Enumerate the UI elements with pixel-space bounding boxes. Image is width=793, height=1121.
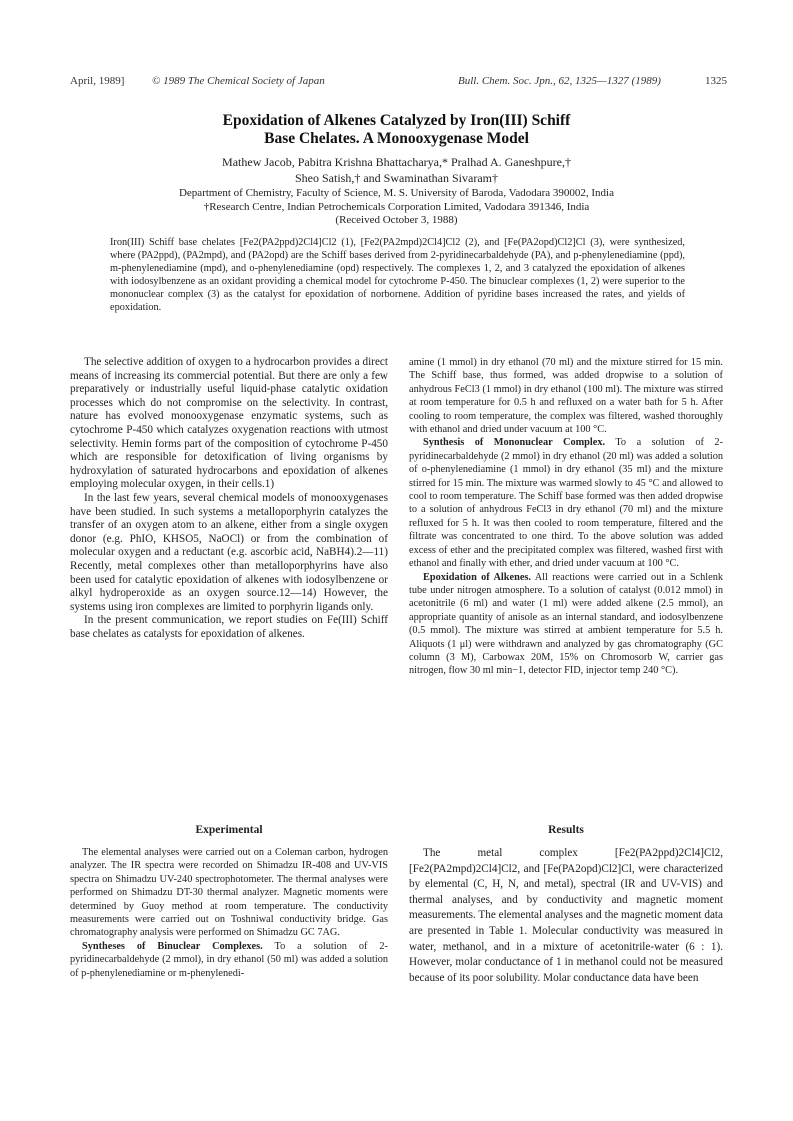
authors-line-1: Mathew Jacob, Pabitra Krishna Bhattacharya,* Pralhad A. Ganeshpure,†	[222, 155, 571, 169]
subheading-mononuclear: Synthesis of Mononuclear Complex.	[423, 437, 606, 449]
header-journal: Bull. Chem. Soc. Jpn., 62, 1325—1327 (1989)	[458, 75, 661, 87]
header-page-number: 1325	[705, 75, 727, 87]
received-date: (Received October 3, 1988)	[335, 214, 458, 226]
intro-paragraph: The selective addition of oxygen to a hydrocarbon provides a direct means of increasing its commercial potential. But there are only a few preparatively or industrially useful liquid-phase catalytic oxidation processes which do not compromise on the selectivity. In contrast, nature has evolved monooxygenase enzymatic systems, such as cytochrome P-450 which catalyzes oxygenation reactions with utmost selectivity. Hemin forms part of the composition of cytochrome P-450 which are responsible for detoxification of living organisms by hydroxylation of saturated hydrocarbons and epoxidation of alkenes employing molecular oxygen, in their cells.1)	[70, 356, 388, 491]
experimental-heading: Experimental	[195, 824, 263, 836]
paper-title	[70, 112, 723, 148]
subheading-epoxidation: Epoxidation of Alkenes.	[423, 571, 531, 583]
authors-line-2: Sheo Satish,† and Swaminathan Sivaram†	[295, 171, 498, 185]
header-copyright: © 1989 The Chemical Society of Japan	[152, 75, 325, 87]
results-heading-box	[409, 824, 723, 836]
results-paragraph: The metal complex [Fe2(PA2ppd)2Cl4]Cl2, [Fe2(PA2mpd)2Cl4]Cl2, and [Fe(PA2opd)Cl2]Cl, were characterized by elemental (C, H, N, and metal), spectral (IR and UV-VIS) and thermal analyses, and by conductivity and magnetic moment measurements. The elemental analyses and the magnetic moment data are presented in Table 1. Molecular conductivity was measured in water, methanol, and in a mixture of acetonitrile-water (6 : 1). However, molar conductance of 1 in methanol could not be measured because of its poor solubility. Molar conductance data have been	[409, 847, 723, 984]
authors	[70, 154, 723, 186]
experimental-heading-box	[70, 824, 388, 836]
affiliation-line-1: Department of Chemistry, Faculty of Science, M. S. University of Baroda, Vadodara 390002, India	[178, 187, 614, 199]
intro-paragraph: In the last few years, several chemical models of monooxygenases have been studied. In such systems a metalloporphyrin catalyzes the transfer of an oxygen atom to an alkene, either from a single oxygen donor (e.g. PhIO, KHSO5, NaOCl) or from the combination of molecular oxygen and a reductant (e.g. ascorbic acid, NaBH4).2—11) Recently, metal complexes other than metalloporphyrins have also been used for catalytic epoxidation of alkenes with iodosylbenzene or alkyl hydroperoxide as an oxygen source.12—14) However, the systems using iron complexes are limited to porphyrin ligands only.	[70, 491, 388, 613]
abstract: Iron(III) Schiff base chelates [Fe2(PA2ppd)2Cl4]Cl2 (1), [Fe2(PA2mpd)2Cl4]Cl2 (2), and [Fe(PA2opd)Cl2]Cl (3), were synthesized, where (PA2ppd), (PA2mpd), and (PA2opd) are the Schiff bases derived from 2-pyridinecarbaldehyde (PA), and p-phenylenediamine (ppd), m-phenylenediamine (mpd), and o-phenylenediamine (opd) respectively. The complexes 1, 2, and 3 catalyzed the epoxidation of alkenes with iodosylbenzene as an oxidant providing a chemical model for cytochrome P-450. The binuclear complexes (1, 2) were superior to the mononuclear complex (3) as the catalyst for epoxidation of norbornene. Addition of pyridine bases increased the rates, and yields of epoxidation.	[110, 237, 685, 313]
methods-paragraph: amine (1 mmol) in dry ethanol (70 ml) and the mixture stirred for 15 min. The Schiff base, thus formed, was added dropwise to a solution of anhydrous FeCl3 (1 mmol) in dry ethanol (100 ml). The mixture was stirred at room temperature for 0.5 h and refluxed on a water bath for 5 h. After cooling to room temperature, the complex was filtered, washed thoroughly with ethanol and dried under vacuum at 100 °C.	[409, 357, 723, 436]
methods-paragraph: Synthesis of Mononuclear Complex. To a solution of 2-pyridinecarbaldehyde (2 mmol) in dry ethanol (20 ml) was added a solution of o-phenylenediamine (1 mmol) in dry ethanol (35 ml) and the mixture stirred for 15 min. The mixture was warmed slowly to 45 °C and allowed to cool to room temperature. The Schiff base formed was then added dropwise to a solution of anhydrous FeCl3 in dry ethanol (70 ml) and the mixture refluxed for 5 h. It was then cooled to room temperature, filtered and the filtrate was concentrated to one third. To the above solution was added excess of ether and the precipitated complex was filtered, washed first with ethanol and finally with ether, and dried under vacuum at 100 °C.	[409, 437, 723, 570]
intro-paragraph: In the present communication, we report studies on Fe(III) Schiff base chelates as catalysts for epoxidation of alkenes.	[70, 614, 388, 640]
intro-column	[70, 356, 388, 641]
methods-column	[409, 356, 723, 678]
results-heading: Results	[548, 824, 584, 836]
methods-paragraph: Epoxidation of Alkenes. All reactions were carried out in a Schlenk tube under nitrogen atmosphere. To a solution of catalyst (0.012 mmol) in acetonitrile (6 ml) and water (1 ml) were added alkene (2.5 mmol), an appropriate quantity of anisole as an internal standard, and iodosylbenzene (0.5 mmol). The mixture was stirred at ambient temperature for 5.5 h. Aliquots (1 μl) were withdrawn and analyzed by gas chromatography (GC column (3 M), Carbowax 20M, 15% on Chromosorb W, carrier gas nitrogen, flow 30 ml min−1, detector FID, injector temp 240 °C).	[409, 571, 723, 677]
results-section	[409, 846, 723, 986]
subheading-binuclear: Syntheses of Binuclear Complexes.	[82, 940, 263, 952]
affiliations	[70, 187, 723, 228]
experimental-section	[70, 846, 388, 980]
experimental-paragraph: The elemental analyses were carried out on a Coleman carbon, hydrogen analyzer. The IR spectra were recorded on Shimadzu IR-408 and UV-VIS spectra on Shimadzu UV-240 spectrophotometer. The thermal analyses were performed on Shimadzu DT-30 thermal analyzer. Magnetic moments were determined by Guoy method at room temperature. The conductivity measurements were carried out on Toshniwal conductivity bridge. Gas chromatography analysis were performed on Shimadzu GC 7AG.	[70, 847, 388, 939]
header-date: April, 1989]	[70, 75, 125, 87]
experimental-paragraph: Syntheses of Binuclear Complexes. To a solution of 2-pyridinecarbaldehyde (2 mmol), in dry ethanol (50 ml) was added a solution of p-phenylenediamine or m-phenylenedi-	[70, 940, 388, 979]
affiliation-line-2: †Research Centre, Indian Petrochemicals Corporation Limited, Vadodara 391346, India	[203, 200, 590, 213]
title-line-1: Epoxidation of Alkenes Catalyzed by Iron(III) Schiff	[222, 112, 571, 129]
title-line-2: Base Chelates. A Monooxygenase Model	[264, 130, 529, 147]
